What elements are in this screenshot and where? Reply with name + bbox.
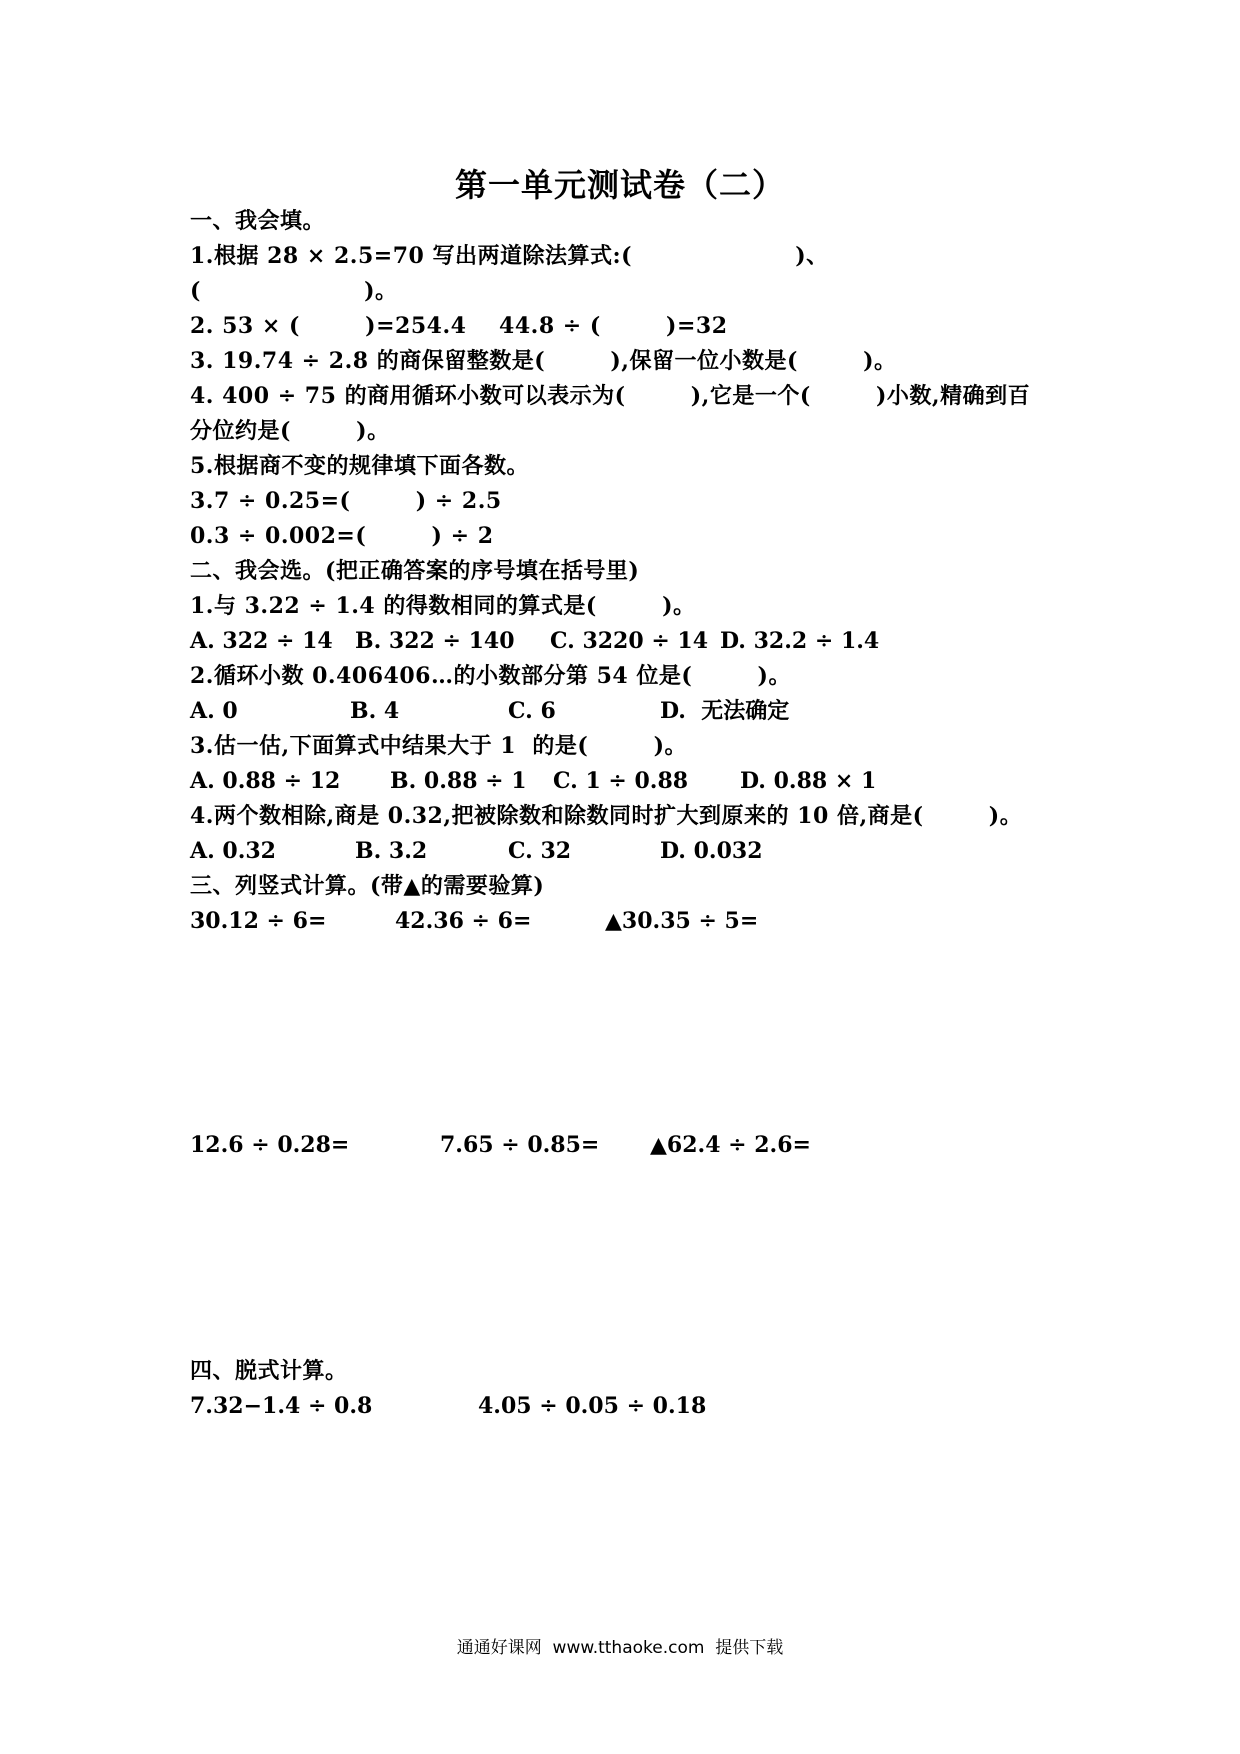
- calc-2-3: ▲62.4 ÷ 2.6=: [650, 1132, 811, 1158]
- question-1-1-line2: ( )。: [190, 278, 398, 304]
- calc-1-1: 30.12 ÷ 6=: [190, 908, 327, 934]
- section1-heading: 一、我会填。: [190, 208, 326, 234]
- footer-text: 通通好课网 www.tthaoke.com 提供下载: [456, 1638, 784, 1658]
- option-2-4-b: B. 3.2: [355, 838, 428, 864]
- page-title: 第一单元测试卷（二）: [454, 166, 785, 204]
- question-1-1-line1: 1.根据 28 × 2.5=70 写出两道除法算式:( )、: [190, 243, 829, 269]
- option-2-2-b: B. 4: [350, 698, 400, 724]
- section3-heading: 三、列竖式计算。(带▲的需要验算): [190, 873, 545, 899]
- option-2-3-a: A. 0.88 ÷ 12: [190, 768, 341, 794]
- question-1-4-line1: 4. 400 ÷ 75 的商用循环小数可以表示为( ),它是一个( )小数,精确到百: [190, 383, 1031, 409]
- question-1-3: 3. 19.74 ÷ 2.8 的商保留整数是( ),保留一位小数是( )。: [190, 348, 897, 374]
- option-2-2-c: C. 6: [508, 698, 556, 724]
- option-2-2-d: D. 无法确定: [660, 698, 790, 724]
- option-2-4-c: C. 32: [508, 838, 572, 864]
- option-2-4-a: A. 0.32: [190, 838, 276, 864]
- calc-1-2: 42.36 ÷ 6=: [395, 908, 532, 934]
- option-2-3-c: C. 1 ÷ 0.88: [553, 768, 689, 794]
- option-2-1-d: D. 32.2 ÷ 1.4: [720, 628, 880, 654]
- option-2-3-d: D. 0.88 × 1: [740, 768, 877, 794]
- question-1-4-line2: 分位约是( )。: [190, 418, 390, 444]
- option-2-3-b: B. 0.88 ÷ 1: [390, 768, 527, 794]
- calc-2-1: 12.6 ÷ 0.28=: [190, 1132, 350, 1158]
- section2-heading: 二、我会选。(把正确答案的序号填在括号里): [190, 558, 640, 584]
- question-1-5-a: 3.7 ÷ 0.25=( ) ÷ 2.5: [190, 488, 502, 514]
- question-1-5-b: 0.3 ÷ 0.002=( ) ÷ 2: [190, 523, 494, 549]
- question-2-4: 4.两个数相除,商是 0.32,把被除数和除数同时扩大到原来的 10 倍,商是( )。: [190, 803, 1023, 829]
- option-2-2-a: A. 0: [190, 698, 238, 724]
- question-1-2: 2. 53 × ( )=254.4 44.8 ÷ ( )=32: [190, 313, 728, 339]
- calc-2-2: 7.65 ÷ 0.85=: [440, 1132, 600, 1158]
- option-2-4-d: D. 0.032: [660, 838, 763, 864]
- question-2-1: 1.与 3.22 ÷ 1.4 的得数相同的算式是( )。: [190, 593, 696, 619]
- step-calc-1: 7.32−1.4 ÷ 0.8: [190, 1393, 373, 1419]
- option-2-1-c: C. 3220 ÷ 14: [550, 628, 709, 654]
- option-2-1-a: A. 322 ÷ 14: [190, 628, 333, 654]
- question-2-2: 2.循环小数 0.406406…的小数部分第 54 位是( )。: [190, 663, 791, 689]
- section4-heading: 四、脱式计算。: [190, 1358, 348, 1384]
- option-2-1-b: B. 322 ÷ 140: [355, 628, 515, 654]
- question-2-3: 3.估一估,下面算式中结果大于 1 的是( )。: [190, 733, 688, 759]
- question-1-5: 5.根据商不变的规律填下面各数。: [190, 453, 529, 479]
- step-calc-2: 4.05 ÷ 0.05 ÷ 0.18: [478, 1393, 707, 1419]
- calc-1-3: ▲30.35 ÷ 5=: [605, 908, 759, 934]
